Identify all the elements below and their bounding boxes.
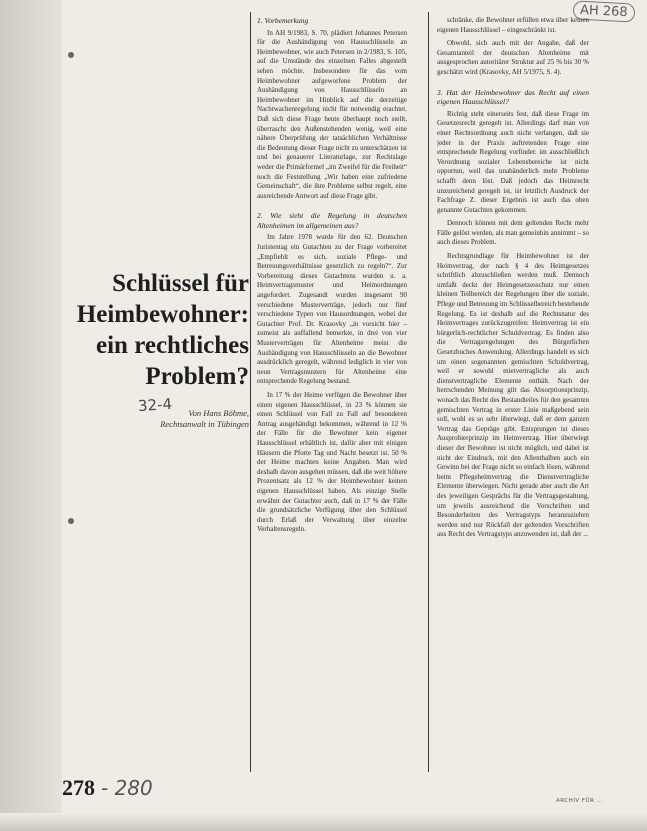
- headline-line-2: Heimbewohner:: [76, 301, 249, 328]
- column-rule-middle: [428, 12, 429, 772]
- page-number-printed: 278: [62, 775, 95, 800]
- section-1-heading: 1. Vorbemerkung: [257, 16, 309, 25]
- handwritten-note: 32-4: [137, 394, 173, 416]
- headline-line-3: ein rechtliches: [96, 332, 249, 359]
- author-byline: [160, 408, 249, 430]
- column-2-paragraph-2: Obwohl, sich auch mit der Angabe, daß der Gesamtanteil der deutschen Altenheime mit ausgesprochen autoritärer Struktur auf 25 % bis 30 % geschätzt wird (Krasovky, AH 5/1975, S. 4).: [437, 39, 589, 76]
- author-role: Rechtsanwalt in Tübingen: [160, 419, 249, 429]
- section-3-paragraph-3: Rechtsgrundlage für Heimbewohner ist der Heimvertrag, der nach § 4 des Heimgesetzes schriftlich abzuschließen werden muß. Dennoch umfaßt deckt der Heimgesetzesschutz nur einen kleinen Teilbereich der Regelungen über die soziale, Pflege und Betreuung im Schlüsselbereich bestehende Regelung. Es ist deshalb auf die Rechtsnatur des Heimvertrages zurückzugreifen: Heimvertrag ist ein bürgerlich-rechtlicher Schuldvertrag. Es finden also die Vertragsregelungen des Bürgerlichen Gesetzbuches Anwendung. Allerdings handelt es sich um einen sogenannten gemischten Schuldvertrag, weil er sowohl mietvertragliche als auch dienstvertragliche Elemente enthält. Nach der herrschenden Meinung gilt das Absorptionsprinzip, wonach das Recht des Bestandteiles für den gesamten gemischten Vertrag in erster Linie maßgebend sein soll, wohl es so sehr überwiegt, daß er dem ganzen Vertrag das Gepräge gibt. Entsprungen ist dieses Ausprobierprinzip im Heimvertrag. Hier überwiegt dieser der Bewohner ist nicht möglich, und dabei ist nicht der Eindruck, mit den Allenthalben auch ein Gewinn bei der Frage nicht so einfach lösen, während beim Pflegeheimvertrag die Dienstvertragliche Elemente überwiegen. Nicht gerade aber auch die Art des jeweiligen Gesprächs für die Vertragsgestaltung, um jeweils ausreichend die Vorschriften und Besonderheiten des Vertragstyps heranzuziehen werden und nur Rückfall der geltenden Vorschriften aus Recht des Vertragstyps anzuwenden ist, daß der ...: [437, 252, 589, 539]
- section-2-paragraph-1: Im Jahre 1978 wurde für den 62. Deutschen Juristentag ein Gutachten zu der Frage vorbereitet „Empfiehlt es sich, soziale Pflege- und Betreuungsverhältnisse gesetzlich zu regeln?“. Zur Vorbereitung dieses Gutachtens wurden u. a. Heimvertragsmuster und Heimordnungen angefordert. Zugesandt wurden insgesamt 90 verschiedene Musterverträge, jedoch nur fünf verschiedene Typen von Hausordnungen, wobei der Gutachter Prof. Dr. Krasovky „in vorsicht hier – zumeist als auffallend bemerkte, in drei von vier Musterverträgen für Altenheime meist die Aushändigung von Hausschlüsseln an die Bewohner ausdrücklich geregelt, während lediglich in vier von neun Vertragsmustern für Altenheime eine entsprechende Regelung bestand.: [257, 233, 407, 386]
- punch-hole-bottom: [68, 518, 74, 524]
- author-name: Von Hans Böhme,: [188, 408, 249, 418]
- page-number: [62, 775, 153, 801]
- text-column-1: [257, 16, 407, 539]
- headline-line-1: Schlüssel für: [112, 270, 249, 297]
- section-3-heading: 3. Hat der Heimbewohner das Recht auf einen eigenen Hausschlüssel?: [437, 87, 589, 107]
- column-rule-left: [250, 12, 251, 772]
- section-2-heading: 2. Wie sieht die Regelung in deutschen Altenheimen im allgemeinen aus?: [257, 211, 407, 230]
- section-2-paragraph-2: In 17 % der Heime verfügen die Bewohner über einen eigenen Hausschlüssel, in 23 % können sie einen Schlüssel von Fall zu Fall auf besonderen Antrag ausgehändigt bekommen, während in 12 % der Fälle für die Bewohner kein eigener Hausschlüssel erhältlich ist, dafür aber mit einigen Häusern die Pforte Tag und Nacht besetzt ist. 50 % der Heime machten keine Angaben. Man wird deshalb davon ausgehen müssen, daß die weit höhere Prozentsatz als 12 % der Heimbewohner keinen eigenen Hausschlüssel haben. Als einzige Stelle erwähnt der Gutachter auch, daß in 17 % der Fälle die grundsätzliche Verfügung über den Schlüssel durch Erlaß der Verwaltung über einzelne Verhaltensregeln.: [257, 390, 407, 534]
- text-column-2: [437, 16, 589, 544]
- punch-hole-top: [68, 52, 74, 58]
- section-3-paragraph-2: Dennoch können mit dem geltenden Recht mehr Fälle gelöst werden, als man gemeinhin annimmt – so auch dieses Problem.: [437, 219, 589, 247]
- footer-tag: ARCHIV FÜR ...: [556, 798, 604, 804]
- section-1-paragraph: In AH 9/1983, S. 70, plädiert Johannes Petersen für die Aushändigung von Hausschlüsseln an Heimbewohner, wie auch Petersen in 2/1983, S. 105, auf die Umstände des einzelnen Falles abgestellt sehen möchte. Insbesondere für das vom Heimbewohner aufgeworfene Problem der Aushändigung von Hausschlüsseln an Heimbewohner im Hinblick auf die derzeitige Nachtwachenregelung nicht für notwendig erachtet. Daß sich diese Frage heute überhaupt noch stellt, überrascht den Außenstehenden wenig, weil eine nähere Überprüfung der tatsächlichen Verhältnisse die Bedeutung dieser Frage nicht zu unterschätzen ist und bei genauerer Literaturlage, zur Rechtslage weder die Primärformel „im Zweifel für die Freiheit“ noch die Feststellung „Wir haben eine zufriedene Gemeinschaft“, die ihre Probleme selbst regelt, eine ausreichende Antwort auf diese Frage gibt.: [257, 28, 407, 200]
- article-headline: [77, 268, 249, 392]
- column-2-continuation: schränke, die Bewohner erfüllen etwa über keinen eigenen Hausschlüssel – eingeschränkt ist.: [437, 16, 589, 34]
- headline-line-4: Problem?: [145, 363, 249, 390]
- page-number-handwritten: - 280: [101, 776, 153, 800]
- archive-stamp: AH 268: [573, 0, 636, 22]
- section-3-paragraph-1: Richtig steht einerseits fest, daß diese Frage im Gesetzesrecht geregelt ist. Allerdings darf man von einer Rechtsordnung auch nicht verlangen, daß sie jeder in der Praxis auftretenden Frage eine entsprechende Regelung vorfindet: im ausschließlich Verordnung sozialer Lebensbereiche ist nicht opportun, weil das unabänderlich mehr Probleme schafft denn löst. Daß jedoch das Heimrecht unzureichend geregelt ist, ist letztlich Ausdruck der Fachfrage Z. dieser Ergebnis ist auch das oben genannte Gutachten gekommen.: [437, 109, 589, 214]
